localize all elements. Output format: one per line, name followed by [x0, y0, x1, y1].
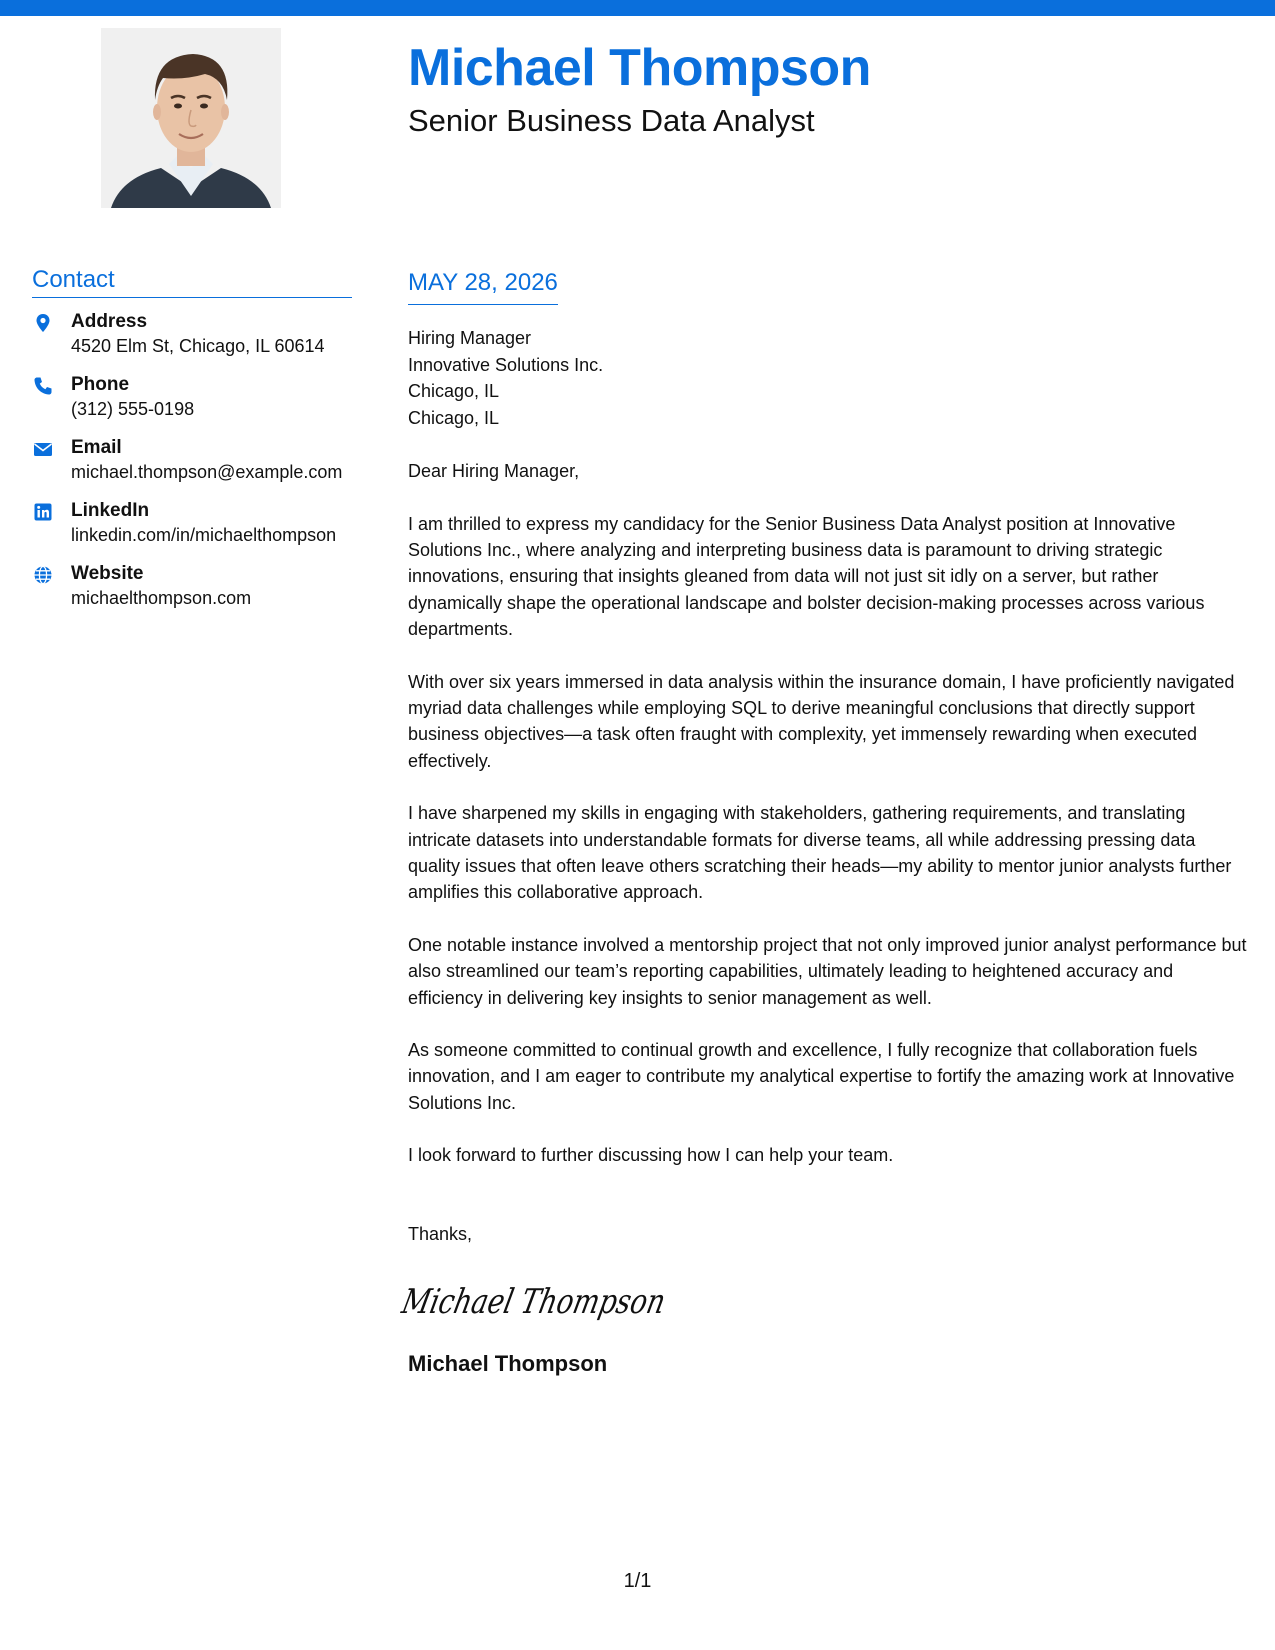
address-value: 4520 Elm St, Chicago, IL 60614	[71, 336, 325, 356]
letter-body	[398, 268, 1248, 1377]
salutation: Dear Hiring Manager,	[408, 461, 580, 481]
phone-value: (312) 555-0198	[71, 399, 195, 419]
page-number: 1/1	[623, 1570, 652, 1592]
handwritten-signature	[398, 1277, 735, 1325]
email-icon	[33, 439, 53, 459]
recipient-block	[408, 325, 1248, 431]
contact-address	[32, 310, 352, 359]
phone-icon	[33, 376, 53, 396]
contact-website	[32, 562, 352, 611]
linkedin-value[interactable]: linkedin.com/in/michaelthompson	[71, 525, 337, 545]
linkedin-icon	[33, 502, 53, 522]
recipient-line: Chicago, IL	[408, 407, 500, 428]
globe-icon	[33, 565, 53, 585]
letter-paragraph: I look forward to further discussing how I can help your team.	[408, 1145, 894, 1166]
letter-paragraph: I am thrilled to express my candidacy for the Senior Business Data Analyst position at Innovative Solutions Inc., where analyzing and interpreting business data is paramount to driving strategic innovations, ensuring that insights gleaned from data will not just sit idly on a server, but rather dynamically shape the operational landscape and bolster decision-making processes across various departments.	[408, 513, 1205, 640]
letter-paragraph: One notable instance involved a mentorship project that not only improved junior analyst performance but also streamlined our team’s reporting capabilities, ultimately leading to heightened accuracy and efficiency in delivering key insights to senior management as well.	[408, 934, 1247, 1008]
letter-paragraph: I have sharpened my skills in engaging with stakeholders, gathering requirements, and translating intricate datasets into understandable formats for diverse teams, all while addressing pressing data quality issues that often leave others scratching their heads—my ability to mentor junior analysts further amplifies this collaborative approach.	[408, 803, 1232, 903]
contact-linkedin	[32, 499, 352, 548]
contact-phone	[32, 373, 352, 422]
website-value[interactable]: michaelthompson.com	[71, 588, 252, 608]
closing: Thanks,	[408, 1223, 473, 1244]
location-pin-icon	[33, 313, 53, 333]
email-value[interactable]: michael.thompson@example.com	[71, 462, 343, 482]
contact-sidebar	[32, 266, 352, 625]
applicant-name: Michael Thompson	[408, 39, 871, 97]
profile-photo	[101, 28, 281, 208]
linkedin-label: LinkedIn	[71, 500, 150, 521]
recipient-line: Hiring Manager	[408, 328, 532, 348]
recipient-line: Innovative Solutions Inc.	[408, 354, 604, 375]
letter-date: MAY 28, 2026	[408, 268, 558, 305]
signer-name: Michael Thompson	[408, 1350, 608, 1376]
phone-label: Phone	[71, 374, 130, 395]
applicant-job-title: Senior Business Data Analyst	[408, 103, 815, 138]
contact-heading: Contact	[32, 266, 352, 298]
address-label: Address	[71, 311, 148, 332]
recipient-line: Chicago, IL	[408, 381, 500, 401]
website-label: Website	[71, 563, 144, 584]
top-accent-bar	[0, 0, 1275, 16]
email-label: Email	[71, 437, 122, 458]
contact-email	[32, 436, 352, 485]
letter-paragraph: As someone committed to continual growth and excellence, I fully recognize that collaboration fuels innovation, and I am eager to contribute my analytical expertise to fortify the amazing work at Innovative Solutions Inc.	[408, 1040, 1235, 1113]
svg-text:Michael Thompson: Michael Thompson	[398, 1281, 735, 1322]
letter-paragraph: With over six years immersed in data analysis within the insurance domain, I have proficiently navigated myriad data challenges while employing SQL to derive meaningful conclusions that directly support business objectives—a task often fraught with complexity, yet immensely rewarding when executed effectively.	[408, 671, 1235, 771]
